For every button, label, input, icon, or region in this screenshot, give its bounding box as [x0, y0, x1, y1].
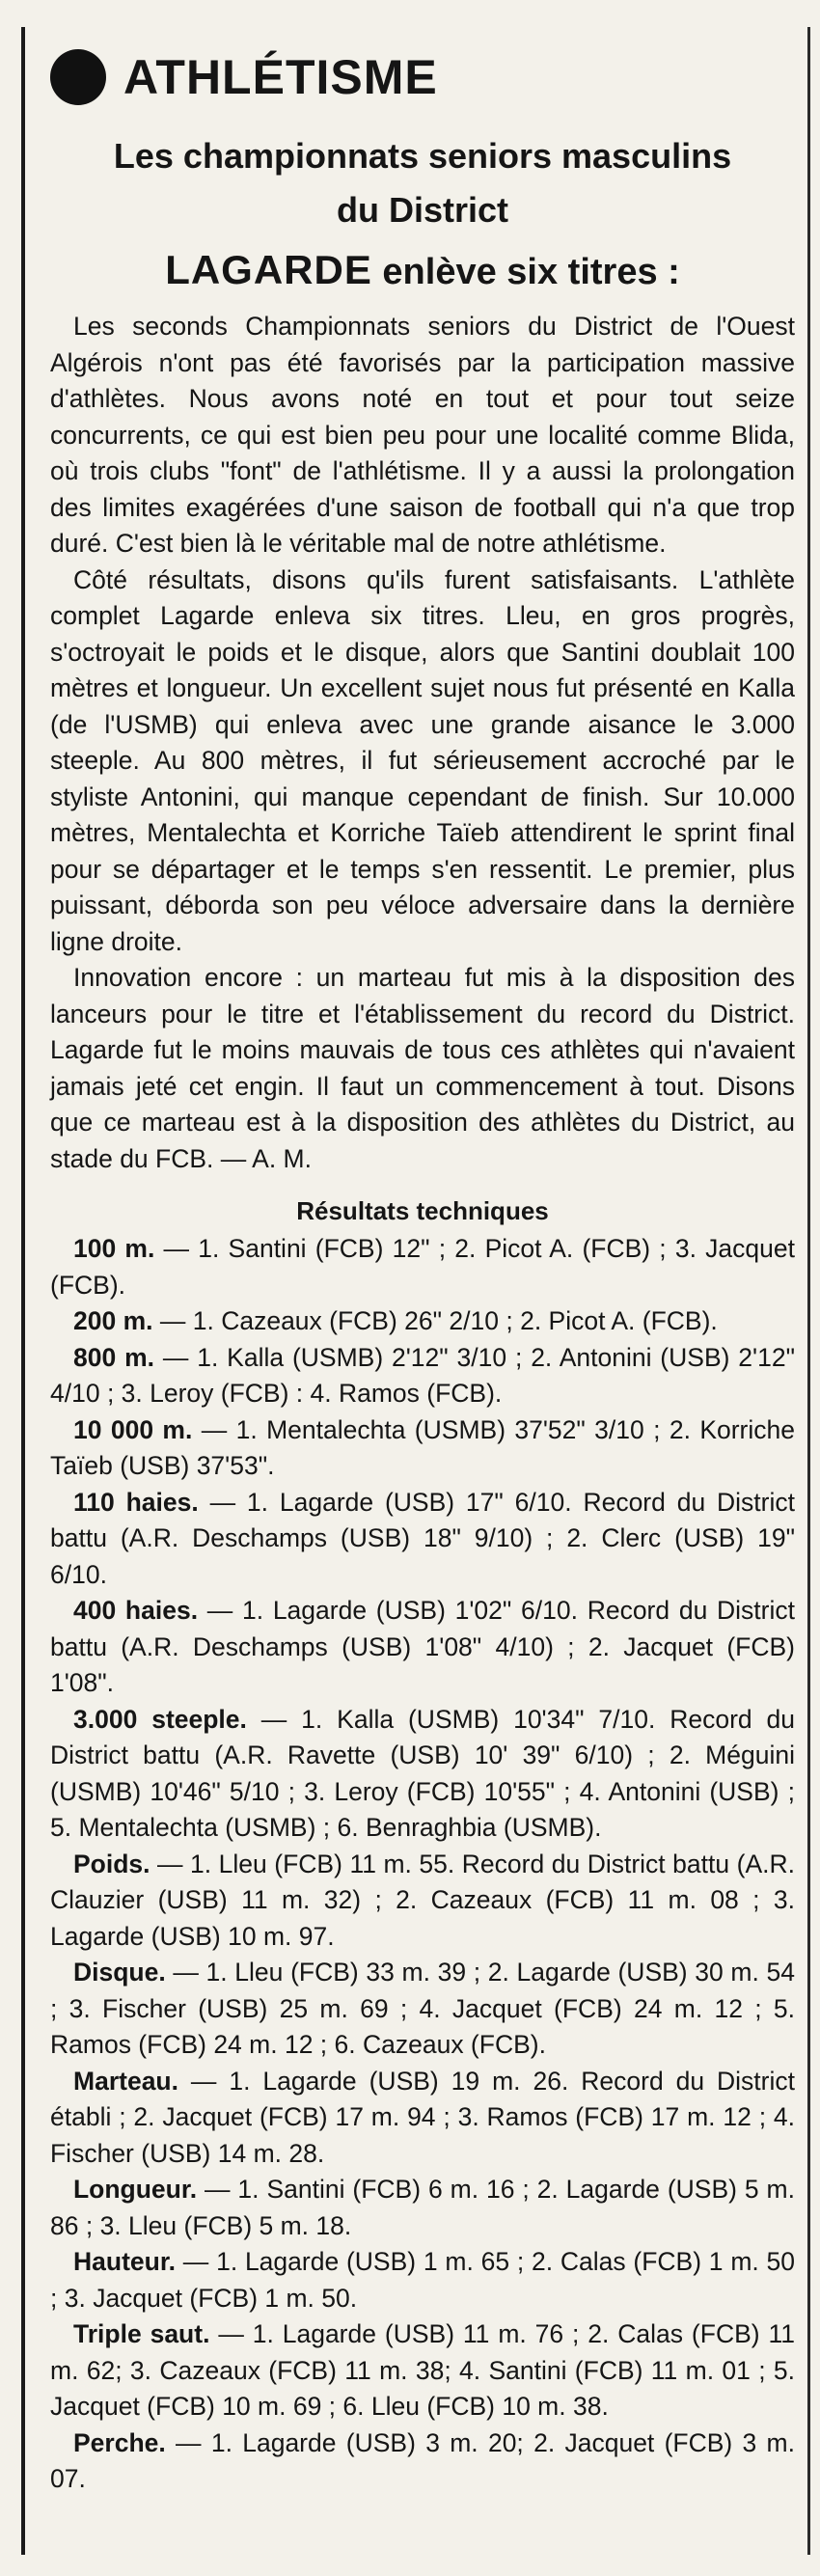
subheadline-rest: enlève six titres :	[371, 252, 680, 292]
article-paragraph: Côté résultats, disons qu'ils furent satisfaisants. L'athlète complet Lagarde enleva six titres. Lleu, en gros progrès, s'octroyait le poids et le disque, alors que Santini doublait 100 mètres et longueur. Un excellent sujet nous fut présenté en Kalla (de l'USMB) qui enleva avec une grande aisance le 3.000 steeple. Au 800 mètres, il fut sérieusement accroché par le styliste Antonini, qui manque cependant de finish. Sur 10.000 mètres, Mentalechta et Korriche Taïeb attendirent le sprint final pour se départager et le temps s'en ressentit. Le premier, plus puissant, déborda son peu véloce adversaire dans la dernière ligne droite.	[50, 564, 795, 956]
result-event: Perche.	[73, 2427, 166, 2457]
results-list	[50, 1231, 795, 2498]
subheadline	[50, 241, 795, 301]
bullet-dot-icon	[50, 49, 106, 105]
result-text: — 1. Lleu (FCB) 33 m. 39 ; 2. Lagarde (USB) 30 m. 54 ; 3. Fischer (USB) 25 m. 69 ; 4. Jacquet (FCB) 24 m. 12 ; 5. Ramos (FCB) 24 m. 12 ; 6. Cazeaux (FCB).	[50, 1958, 795, 2059]
result-text: — 1. Lagarde (USB) 3 m. 20; 2. Jacquet (FCB) 3 m. 07.	[50, 2427, 795, 2493]
result-event: 800 m.	[73, 1342, 154, 1372]
result-text: — 1. Lagarde (USB) 1'02" 6/10. Record du District battu (A.R. Deschamps (USB) 1'08" 4/10) ; 2. Jacquet (FCB) 1'08".	[50, 1596, 795, 1697]
result-event: Hauteur.	[73, 2247, 177, 2276]
right-column-rule	[807, 27, 810, 2555]
result-event: 400 haies.	[73, 1596, 199, 1625]
result-text: — 1. Lagarde (USB) 1 m. 65 ; 2. Calas (FCB) 1 m. 50 ; 3. Jacquet (FCB) 1 m. 50.	[50, 2247, 795, 2313]
result-text: — 1. Lagarde (USB) 11 m. 76 ; 2. Calas (FCB) 11 m. 62; 3. Cazeaux (FCB) 11 m. 38; 4. Santini (FCB) 11 m. 01 ; 5. Jacquet (FCB) 10 m. 69 ; 6. Lleu (FCB) 10 m. 38.	[50, 2319, 795, 2421]
result-item	[50, 2244, 795, 2316]
result-text: — 1. Santini (FCB) 6 m. 16 ; 2. Lagarde (USB) 5 m. 86 ; 3. Lleu (FCB) 5 m. 18.	[50, 2175, 795, 2240]
section-header	[50, 39, 795, 116]
article-paragraph: Innovation encore : un marteau fut mis à la disposition des lanceurs pour le titre et l'établissement du record du District. Lagarde fut le moins mauvais de tous ces athlètes qui n'avaient jamais jeté cet engin. Il faut un commencement à tout. Disons que ce marteau est à la disposition des athlètes du District, au stade du FCB. — A. M.	[50, 963, 795, 1173]
result-event: 100 m.	[73, 1234, 155, 1263]
result-item	[50, 1231, 795, 1303]
result-item	[50, 1412, 795, 1485]
result-text: — 1. Kalla (USMB) 10'34" 7/10. Record du District battu (A.R. Ravette (USB) 10' 39" 6/10) ; 2. Méguini (USMB) 10'46" 5/10 ; 3. Leroy (FCB) 10'55" ; 4. Antonini (USB) ; 5. Mentalechta (USMB) ; 6. Benraghbia (USMB).	[50, 1704, 796, 1842]
result-item	[50, 1593, 795, 1702]
result-event: 110 haies.	[73, 1487, 199, 1517]
result-item	[50, 1340, 795, 1412]
result-item	[50, 1485, 795, 1594]
result-item	[50, 1847, 795, 1956]
article-column	[50, 39, 795, 2498]
result-text: — 1. Kalla (USMB) 2'12" 3/10 ; 2. Antonini (USB) 2'12" 4/10 ; 3. Leroy (FCB) : 4. Ramos (FCB).	[50, 1342, 795, 1408]
result-item	[50, 1303, 795, 1340]
result-text: — 1. Lleu (FCB) 11 m. 55. Record du District battu (A.R. Clauzier (USB) 11 m. 32) ; 2. Cazeaux (FCB) 11 m. 08 ; 3. Lagarde (USB) 10 m. 97.	[50, 1849, 795, 1951]
result-text: — 1. Lagarde (USB) 17" 6/10. Record du District battu (A.R. Deschamps (USB) 18" 9/10) ; 2. Clerc (USB) 19" 6/10.	[50, 1487, 795, 1589]
section-title: ATHLÉTISME	[123, 50, 438, 104]
result-event: Triple saut.	[73, 2319, 210, 2348]
result-item	[50, 1702, 795, 1847]
headline	[50, 129, 795, 237]
result-text: — 1. Lagarde (USB) 19 m. 26. Record du District établi ; 2. Jacquet (FCB) 17 m. 94 ; 3. Ramos (FCB) 17 m. 12 ; 4. Fischer (USB) 14 m. 28.	[50, 2066, 795, 2168]
headline-line-2: du District	[336, 190, 508, 230]
result-text: — 1. Santini (FCB) 12" ; 2. Picot A. (FCB) ; 3. Jacquet (FCB).	[50, 1234, 795, 1300]
result-event: Longueur.	[73, 2175, 198, 2204]
result-item	[50, 2425, 795, 2498]
result-event: Poids.	[73, 1849, 150, 1878]
result-event: 3.000 steeple.	[73, 1704, 247, 1734]
result-event: 200 m.	[73, 1306, 153, 1335]
result-text: — 1. Mentalechta (USMB) 37'52" 3/10 ; 2. Korriche Taïeb (USB) 37'53".	[50, 1414, 795, 1480]
article-paragraph: Les seconds Championnats seniors du District de l'Ouest Algérois n'ont pas été favorisés par la participation massive d'athlètes. Nous avons noté en tout et pour tout seize concurrents, ce qui est bien peu pour une localité comme Blida, où trois clubs "font" de l'athlétisme. Il y a aussi la prolongation des limites exagérées d'une saison de football qui n'a que trop duré. C'est bien là le véritable mal de notre athlétisme.	[50, 312, 795, 558]
result-item	[50, 2064, 795, 2173]
subheadline-name: LAGARDE	[165, 247, 372, 292]
headline-line-1: Les championnats seniors masculins	[113, 136, 732, 176]
result-item	[50, 2316, 795, 2425]
result-item	[50, 1955, 795, 2064]
left-column-rule	[21, 27, 25, 2555]
article-body	[50, 309, 795, 1177]
result-event: Marteau.	[73, 2066, 178, 2096]
result-event: 10 000 m.	[73, 1414, 193, 1444]
results-title: Résultats techniques	[296, 1196, 549, 1225]
result-item	[50, 2172, 795, 2244]
result-event: Disque.	[73, 1958, 166, 1987]
result-text: — 1. Cazeaux (FCB) 26" 2/10 ; 2. Picot A. (FCB).	[152, 1306, 718, 1335]
